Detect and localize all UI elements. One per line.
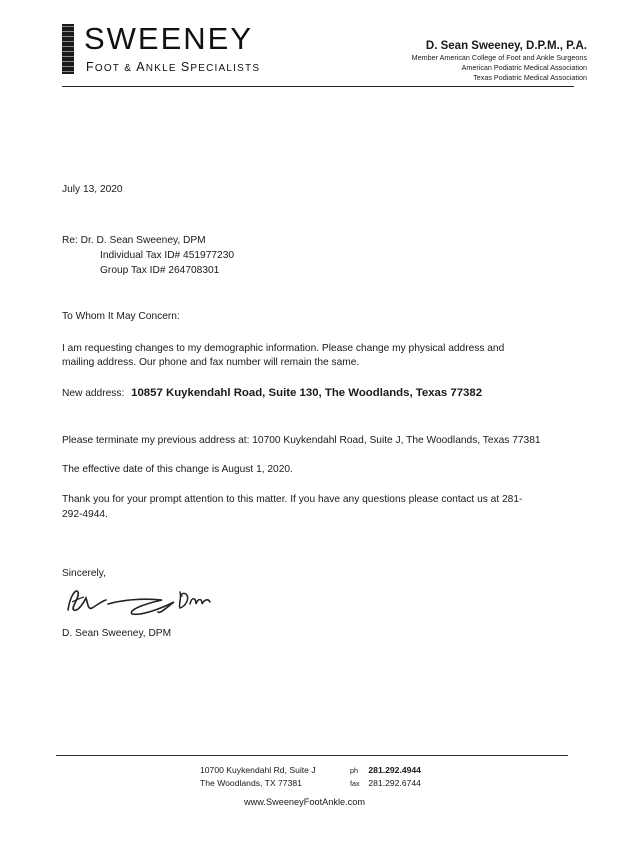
signer-name: D. Sean Sweeney, DPM: [62, 628, 172, 639]
logo-subtitle: FOOT & ANKLE SPECIALISTS: [86, 60, 261, 74]
header-divider: [62, 86, 574, 87]
individual-tax-id: Individual Tax ID# 451977230: [100, 250, 235, 261]
letter-date: July 13, 2020: [62, 184, 123, 195]
phone-label: ph: [350, 766, 358, 775]
salutation: To Whom It May Concern:: [62, 311, 180, 322]
footer-fax: [350, 777, 421, 790]
group-tax-id: Group Tax ID# 264708301: [100, 265, 220, 276]
phone-number: 281.292.4944: [368, 765, 421, 775]
closing: Sincerely,: [62, 568, 106, 579]
membership-2: American Podiatric Medical Association: [461, 63, 587, 72]
paragraph-1-line-1: I am requesting changes to my demographic information. Please change my physical address and: [62, 343, 505, 354]
footer-address-line-1: 10700 Kuykendahl Rd, Suite J: [200, 765, 316, 775]
logo-name: SWEENEY: [84, 21, 254, 56]
new-address-line: [62, 386, 482, 401]
thanks-line-2: 292-4944.: [62, 509, 108, 520]
footer-address-line-2: The Woodlands, TX 77381: [200, 778, 302, 788]
signature: [62, 578, 242, 622]
fax-label: fax: [350, 779, 360, 788]
effective-date: The effective date of this change is August 1, 2020.: [62, 464, 293, 475]
membership-3: Texas Podiatric Medical Association: [473, 73, 587, 82]
logo: [62, 20, 282, 78]
letterhead-details: [412, 40, 587, 83]
paragraph-1-line-2: mailing address. Our phone and fax number will remain the same.: [62, 357, 360, 368]
logo-mark: [62, 24, 74, 74]
thanks-line-1: Thank you for your prompt attention to this matter. If you have any questions please contact us at 281-: [62, 494, 523, 505]
membership-1: Member American College of Foot and Ankle Surgeons: [411, 53, 587, 62]
footer-website: www.SweeneyFootAnkle.com: [244, 797, 366, 807]
new-address-label: New address:: [62, 388, 125, 399]
doctor-name: D. Sean Sweeney, D.P.M., P.A.: [425, 40, 587, 52]
terminate-address: Please terminate my previous address at: 10700 Kuykendahl Road, Suite J, The Woodlands, Texas 77381: [62, 435, 541, 446]
footer-phone: [350, 764, 421, 777]
fax-number: 281.292.6744: [368, 778, 421, 788]
new-address: 10857 Kuykendahl Road, Suite 130, The Woodlands, Texas 77382: [131, 387, 483, 399]
re-line: Re: Dr. D. Sean Sweeney, DPM: [62, 235, 206, 246]
footer-divider: [56, 755, 568, 756]
